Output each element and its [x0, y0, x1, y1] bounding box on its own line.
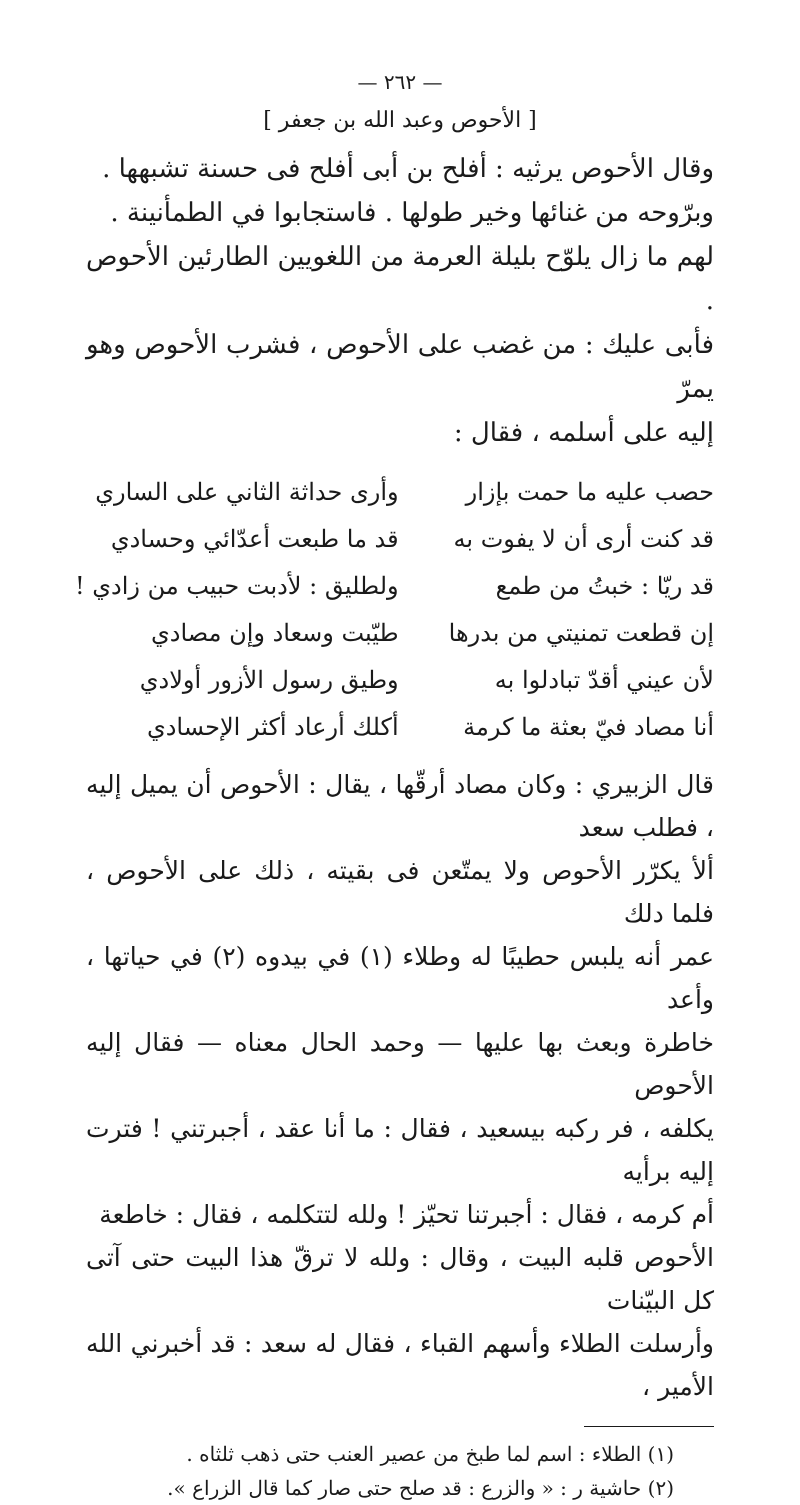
text-line: يكلفه ، فر ركبه بيسعيد ، فقال : ما أنا عقد ، أجبرتني ! فترت إليه برأيه	[86, 1114, 714, 1186]
text-line: وأرسلت الطلاء وأسهم القباء ، فقال له سعد : قد أخبرني الله الأمير ،	[86, 1329, 714, 1401]
text-line: فأبى عليك : من غضب على الأحوص ، فشرب الأحوص وهو يمرّ	[86, 330, 714, 404]
verse-second-hemistich: وأرى حداثة الثاني على الساري	[95, 478, 399, 506]
verse-second-hemistich: قد ما طبعت أعدّائي وحسادي	[110, 525, 399, 553]
text-line: أم كرمه ، فقال : أجبرتنا تحيّز ! ولله لتتكلمه ، فقال : خاطعة	[99, 1200, 714, 1229]
footnote: (٢) حاشية ر : « والزرع : قد صلح حتى صار كما قال الزراع ».	[167, 1476, 674, 1500]
verse-first-hemistich: حصب عليه ما حمت بإزار	[465, 478, 714, 506]
footnote: (١) الطلاء : اسم لما طبخ من عصير العنب حتى ذهب ثلثاه .	[186, 1442, 674, 1466]
verse-first-hemistich: إن قطعت تمنيتي من بدرها	[448, 619, 714, 647]
verse-second-hemistich: ولطليق : لأدبت حبيب من زادي !	[74, 572, 399, 600]
text-line: الأحوص قلبه البيت ، وقال : ولله لا ترقّ هذا البيت حتى آتى كل البيّنات	[86, 1243, 714, 1315]
body-paragraph	[86, 763, 714, 1408]
text-line: ألأ يكرّر الأحوص ولا يمتّعن فى بقيته ، ذلك على الأحوص ، فلما دلك	[86, 856, 714, 928]
verse-first-hemistich: قد كنت أرى أن لا يفوت به	[453, 525, 714, 553]
text-line: عمر أنه يلبس حطيبًا له وطلاء (١) في بيدوه (٢) في حياتها ، وأعد	[86, 942, 714, 1014]
intro-paragraph	[86, 147, 714, 455]
text-line: وبرّوحه من غنائها وخير طولها . فاستجابوا في الطمأنينة .	[110, 198, 714, 228]
page-number: — ٢٦٢ —	[357, 70, 443, 94]
verse-second-hemistich: أكلك أرعاد أكثر الإحسادي	[146, 713, 399, 741]
verse-second-hemistich: طيّبت وسعاد وإن مصادي	[150, 619, 399, 647]
text-line: وقال الأحوص يرثيه : أفلح بن أبى أفلح فى حسنة تشبهها .	[102, 154, 714, 184]
verse-first-hemistich: قد ريّا : خبتُ من طمع	[495, 572, 714, 600]
verse-first-hemistich: لأن عيني أقدّ تبادلوا به	[494, 666, 714, 694]
poem	[74, 469, 714, 751]
section-header: [ الأحوص وعبد الله بن جعفر ]	[263, 108, 537, 133]
text-line: قال الزبيري : وكان مصاد أرقّها ، يقال : الأحوص أن يميل إليه ، فطلب سعد	[86, 770, 714, 842]
text-line: إليه على أسلمه ، فقال :	[453, 418, 714, 448]
verse-first-hemistich: أنا مصاد فيّ بعثة ما كرمة	[463, 713, 714, 741]
text-line: لهم ما زال يلوّح بليلة العرمة من اللغويين الطارئين الأحوص .	[86, 242, 714, 316]
verse-second-hemistich: وطيق رسول الأزور أولادي	[139, 666, 399, 694]
footnote-divider	[584, 1426, 714, 1427]
footnotes	[86, 1437, 714, 1505]
text-line: خاطرة وبعث بها عليها — وحمد الحال معناه — فقال إليه الأحوص	[86, 1028, 714, 1100]
